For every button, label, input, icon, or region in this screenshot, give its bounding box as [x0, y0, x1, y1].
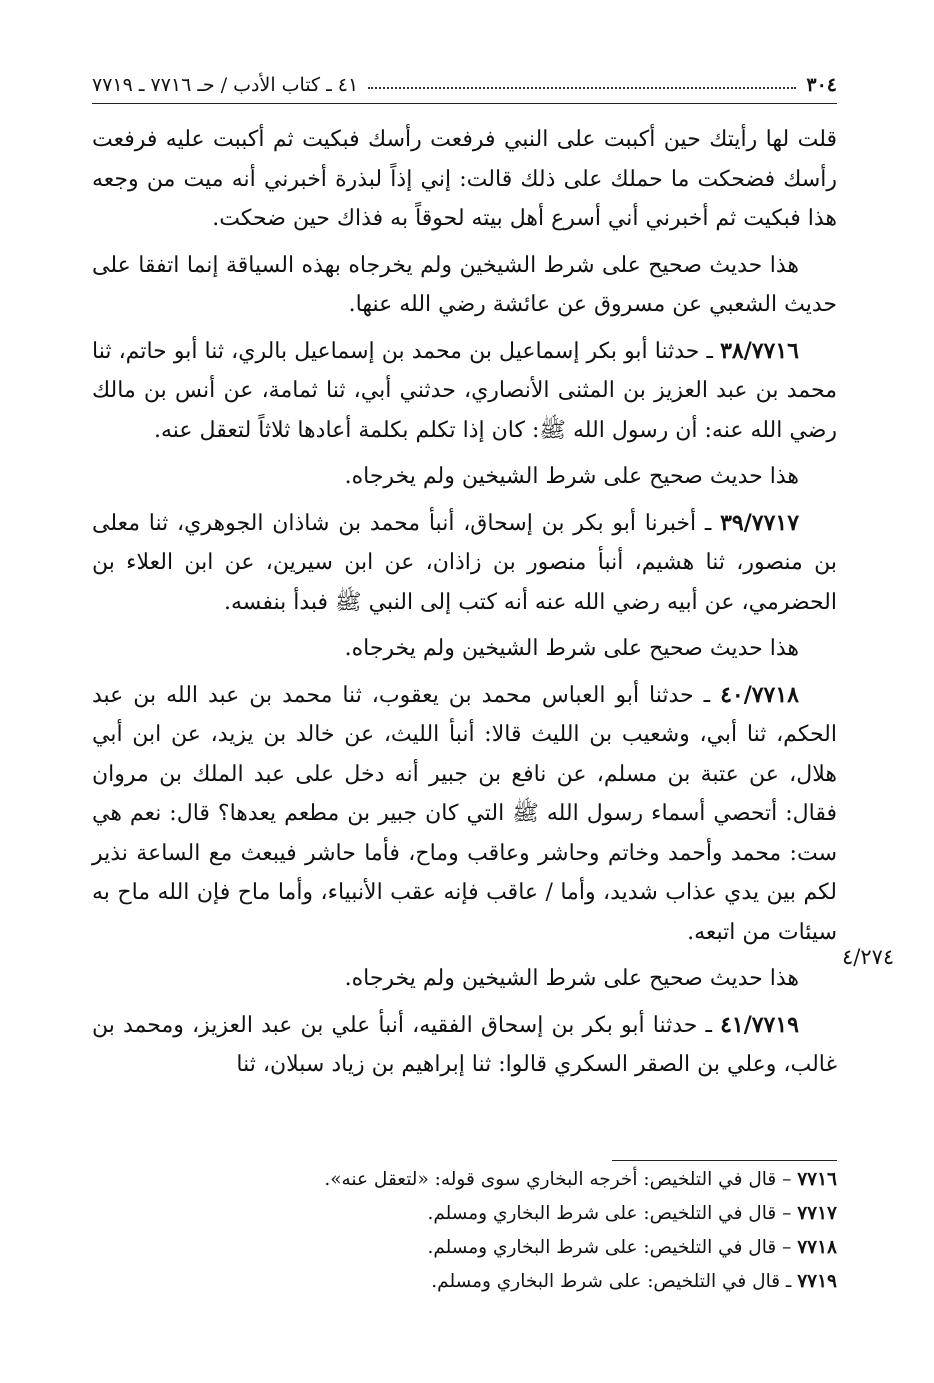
- hadith-7717: [92, 504, 837, 623]
- footnote-text: ـ قال في التلخيص: على شرط البخاري ومسلم.: [431, 1271, 798, 1292]
- paragraph-text: هذا حديث صحيح على شرط الشيخين ولم يخرجاه بهذه السياقة إنما اتفقا على حديث الشعبي عن مسروق عن عائشة رضي الله عنها.: [92, 252, 837, 317]
- paragraph-ruling: [92, 457, 837, 497]
- footnote-number: ٧٧١٨: [797, 1237, 837, 1258]
- hadith-number: ٣٨/٧٧١٦: [720, 337, 799, 364]
- footnote-item: [92, 1163, 837, 1197]
- paragraph-ruling: [92, 629, 837, 669]
- footnote-item: [92, 1265, 837, 1299]
- paragraph-text: هذا حديث صحيح على شرط الشيخين ولم يخرجاه.: [344, 464, 799, 489]
- footnote-text: – قال في التلخيص: على شرط البخاري ومسلم.: [427, 1237, 798, 1258]
- header-rule: [92, 103, 837, 104]
- paragraph-text: ـ أخبرنا أبو بكر بن إسحاق، أنبأ محمد بن شاذان الجوهري، ثنا معلى بن منصور، ثنا هشيم، أنبأ منصور بن زاذان، عن ابن سيرين، عن ابن العلاء بن الحضرمي، عن أبيه رضي الله عنه أنه كتب إلى النبي ﷺ فبدأ بنفسه.: [92, 510, 837, 615]
- hadith-7719: [92, 1006, 837, 1085]
- footnote-item: [92, 1231, 837, 1265]
- footnote-number: ٧٧١٩: [797, 1271, 837, 1292]
- hadith-number: ٤١/٧٧١٩: [720, 1011, 799, 1038]
- paragraph-continuation: [92, 120, 837, 239]
- hadith-number: ٤٠/٧٧١٨: [720, 681, 799, 708]
- paragraph-text: ـ حدثنا أبو بكر إسماعيل بن محمد بن إسماعيل بالري، ثنا أبو حاتم، ثنا محمد بن عبد العزيز بن المثنى الأنصاري، حدثني أبي، ثنا ثمامة، عن أنس بن مالك رضي الله عنه: أن رسول الله ﷺ: كان إذا تكلم بكلمة أعادها ثلاثاً لتعقل عنه.: [92, 338, 838, 443]
- chapter-title: ٤١ ـ كتاب الأدب / حـ ٧٧١٦ ـ ٧٧١٩: [92, 74, 359, 96]
- footnote-item: [92, 1197, 837, 1231]
- footnote-number: ٧٧١٧: [797, 1203, 837, 1224]
- main-text: [92, 120, 837, 1092]
- footnote-rule: [612, 1160, 837, 1161]
- footnote-text: – قال في التلخيص: أخرجه البخاري سوى قوله: «لتعقل عنه».: [324, 1169, 798, 1190]
- footnote-text: – قال في التلخيص: على شرط البخاري ومسلم.: [427, 1203, 798, 1224]
- hadith-number: ٣٩/٧٧١٧: [720, 509, 800, 536]
- footnotes: [92, 1163, 837, 1299]
- footnote-number: ٧٧١٦: [797, 1169, 837, 1190]
- hadith-7718: [92, 676, 837, 953]
- paragraph-text: هذا حديث صحيح على شرط الشيخين ولم يخرجاه.: [344, 966, 799, 991]
- paragraph-text: هذا حديث صحيح على شرط الشيخين ولم يخرجاه.: [344, 636, 799, 661]
- header-leader-dots: [368, 87, 796, 89]
- paragraph-ruling: [92, 246, 837, 325]
- paragraph-text: قلت لها رأيتك حين أكببت على النبي فرفعت رأسك فبكيت ثم أكببت عليه فرفعت رأسك فضحكت ما حملك على ذلك قالت: إني إذاً لبذرة أخبرني أنه ميت من وجعه هذا فبكيت ثم أخبرني أني أسرع أهل بيته لحوقاً به فذاك حين ضحكت.: [92, 127, 837, 231]
- running-header: [92, 66, 837, 96]
- margin-volume-reference: ٤/٢٧٤: [842, 945, 895, 969]
- paragraph-text: ـ حدثنا أبو بكر بن إسحاق الفقيه، أنبأ علي بن عبد العزيز، ومحمد بن غالب، وعلي بن الصقر السكري قالوا: ثنا إبراهيم بن زياد سبلان، ثنا: [92, 1012, 837, 1077]
- paragraph-ruling: [92, 959, 837, 999]
- page-number: ٣٠٤: [806, 74, 837, 96]
- paragraph-text: ـ حدثنا أبو العباس محمد بن يعقوب، ثنا محمد بن عبد الله بن عبد الحكم، ثنا أبي، وشعيب بن الليث قالا: أنبأ الليث، عن خالد بن يزيد، عن ابن أبي هلال، عن عتبة بن مسلم، عن نافع بن جبير أنه دخل على عبد الملك بن مروان فقال: أتحصي أسماء رسول الله ﷺ التي كان جبير بن مطعم يعدها؟ قال: نعم هي ست: محمد وأحمد وخاتم وحاشر وعاقب وماح، فأما حاشر فيبعث مع الساعة نذير لكم بين يدي عذاب شديد، وأما / عاقب فإنه عقب الأنبياء، وأما ماح فإن الله ماح به سيئات من اتبعه.: [92, 682, 837, 945]
- hadith-7716: [92, 332, 837, 451]
